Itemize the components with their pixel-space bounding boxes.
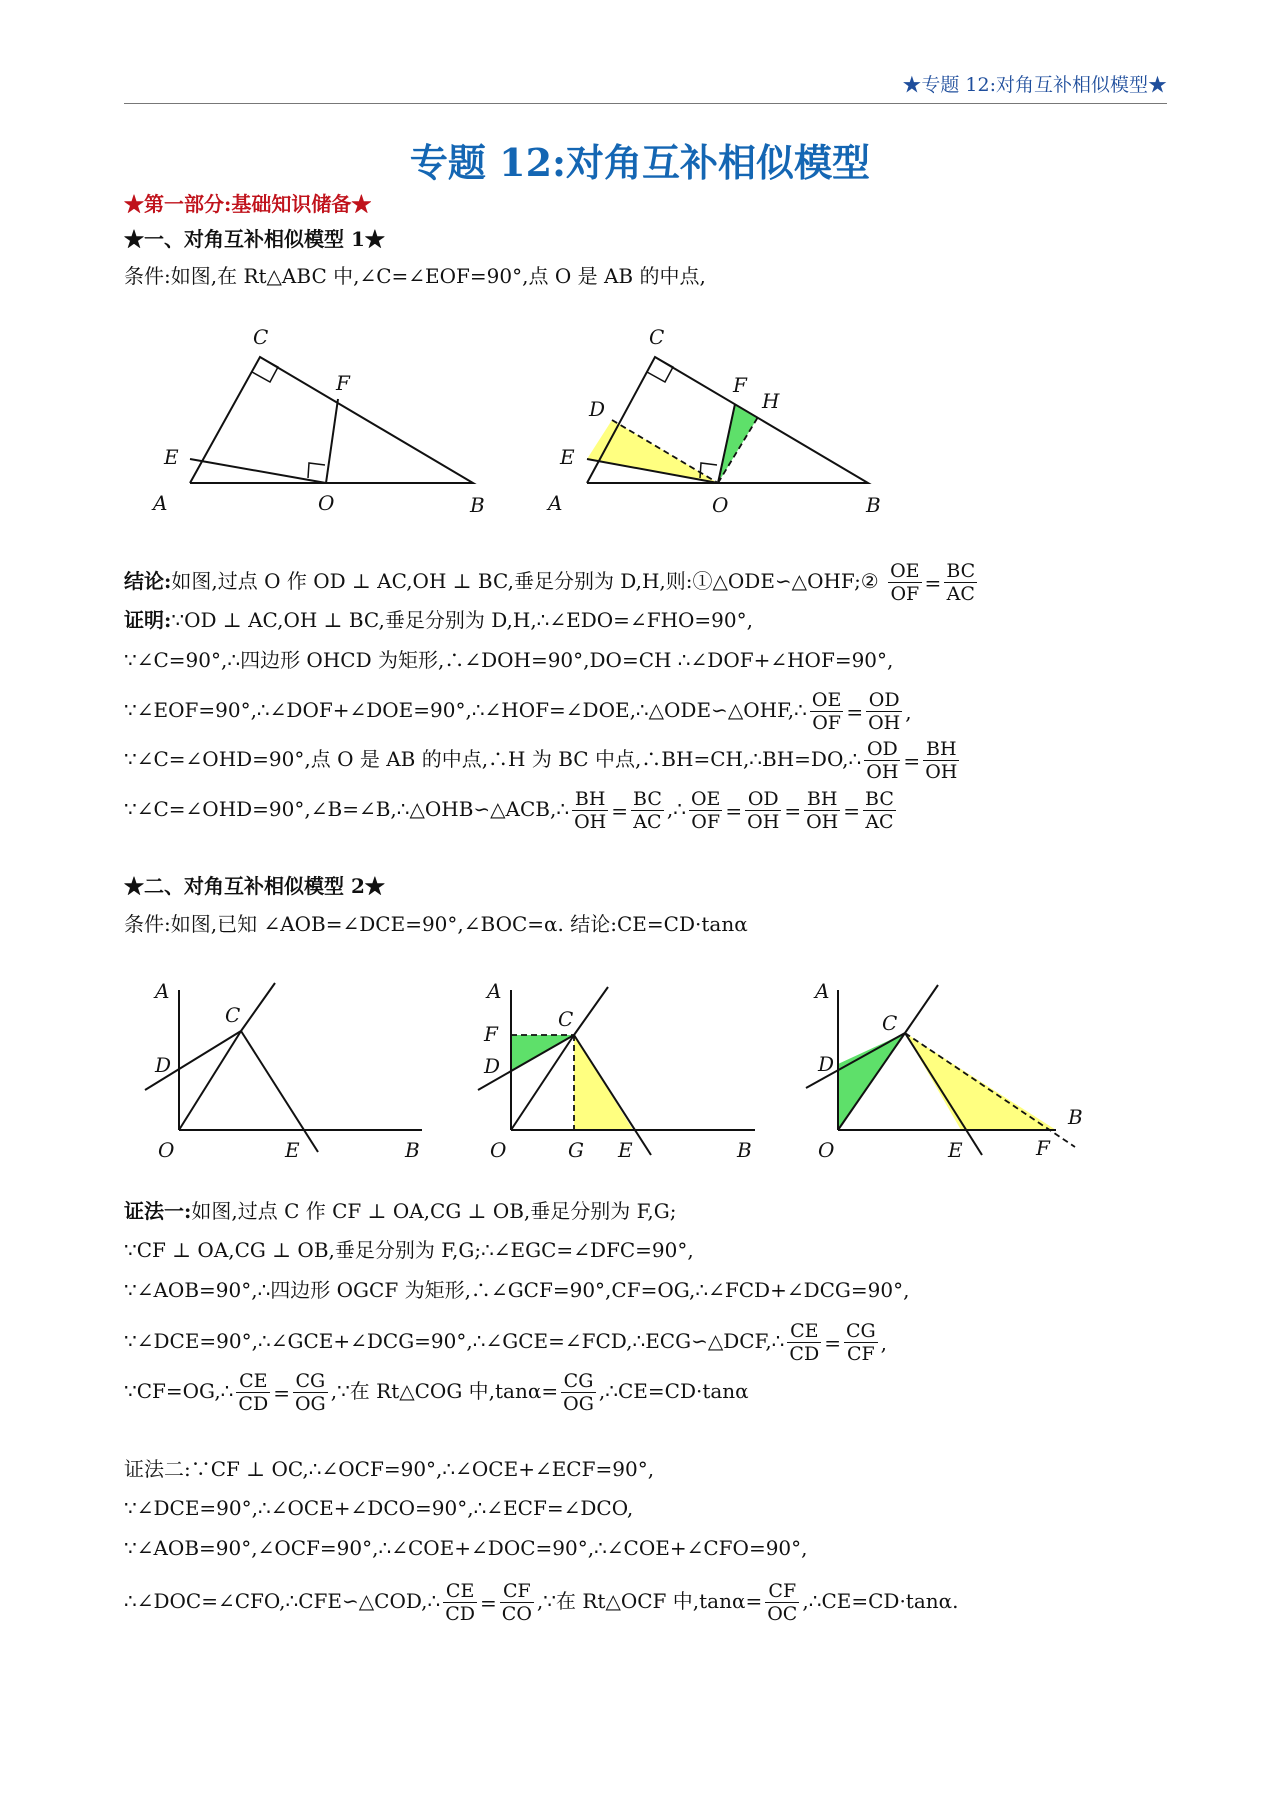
fig2-label-d: D (589, 397, 606, 421)
fraction-oe-of: $\frac{OE}{OF}$ (811, 689, 842, 734)
fig1-label-c: C (253, 325, 269, 349)
proof-line-2: ∵∠C=90°,∴四边形 OHCD 为矩形,∴∠DOH=90°,DO=CH ∴∠DOF+∠HOF=90°, (124, 648, 894, 672)
fig2-label-o: O (712, 493, 729, 517)
fig3-label-e: E (285, 1138, 300, 1160)
fig4-label-g: G (568, 1138, 584, 1160)
fig4-label-b: B (737, 1138, 752, 1160)
proof-label: 证明: (124, 608, 172, 632)
model2-condition: 条件:如图,已知 ∠AOB=∠DCE=90°,∠BOC=α. 结论:CE=CD·tanα (124, 912, 748, 936)
fraction-oe-of: $\frac{OE}{OF}$ (890, 560, 920, 605)
fig1-label-a: A (153, 491, 168, 515)
fraction-cg-og: $\frac{CG}{OG}$ (294, 1370, 326, 1415)
fraction-od-oh: $\frac{OD}{OH}$ (866, 738, 899, 783)
method1-line-2: ∵CF ⊥ OA,CG ⊥ OB,垂足分别为 F,G;∴∠EGC=∠DFC=90°, (124, 1238, 694, 1262)
model2-figure-2 (475, 970, 765, 1160)
fig3-label-c: C (225, 1003, 241, 1027)
method2-line-1: 证法二:∵CF ⊥ OC,∴∠OCF=90°,∴∠OCE+∠ECF=90°, (124, 1457, 655, 1481)
fraction-bh-oh: $\frac{BH}{OH}$ (925, 738, 958, 783)
fraction-cf-oc: $\frac{CF}{OC}$ (767, 1580, 798, 1625)
fig5-label-a: A (815, 979, 830, 1003)
fraction-cf-co: $\frac{CF}{CO}$ (501, 1580, 532, 1625)
fraction-bh-oh: $\frac{BH}{OH}$ (574, 788, 607, 833)
model1-condition: 条件:如图,在 Rt△ABC 中,∠C=∠EOF=90°,点 O 是 AB 的中点, (124, 264, 706, 288)
model1-figure-1 (150, 320, 490, 520)
fig1-label-b: B (470, 493, 485, 517)
method2-line-4: ∴∠DOC=∠CFO,∴CFE∽△COD,∴ $\frac{CE}{CD}$ = $\frac{CF}{CO}$ ,∵在 Rt△OCF 中,tanα= $\frac{CF}{OC}$ ,∴CE=CD·tanα. (124, 1580, 959, 1625)
fraction-ce-cd: $\frac{CE}{CD}$ (445, 1580, 476, 1625)
fig1-label-e: E (164, 445, 179, 469)
fraction-od-oh: $\frac{OD}{OH}$ (747, 788, 780, 833)
fraction-ce-cd: $\frac{CE}{CD}$ (238, 1370, 269, 1415)
method1-line-5: ∵CF=OG,∴ $\frac{CE}{CD}$ = $\frac{CG}{OG}$ ,∵在 Rt△COG 中,tanα= $\frac{CG}{OG}$ ,∴CE=CD·tanα (124, 1370, 749, 1415)
fraction-bh-oh: $\frac{BH}{OH}$ (806, 788, 839, 833)
fig2-label-f: F (733, 373, 747, 397)
fig4-label-f: F (484, 1022, 498, 1046)
fraction-bc-ac: $\frac{BC}{AC}$ (946, 560, 976, 605)
fig2-label-c: C (649, 325, 665, 349)
header-rule (124, 103, 1167, 104)
method2-line-2: ∵∠DCE=90°,∴∠OCE+∠DCO=90°,∴∠ECF=∠DCO, (124, 1496, 634, 1520)
page-title: 专题 12:对角互补相似模型 (409, 140, 871, 185)
fig1-label-f: F (336, 371, 350, 395)
fig4-label-e: E (618, 1138, 633, 1160)
fig5-label-f: F (1036, 1136, 1050, 1160)
fraction-bc-ac: $\frac{BC}{AC}$ (633, 788, 662, 833)
model1-figure-2 (545, 320, 895, 520)
model1-title: ★一、对角互补相似模型 1★ (124, 227, 385, 251)
fraction-oe-of: $\frac{OE}{OF}$ (690, 788, 721, 833)
fraction-cg-cf: $\frac{CG}{CF}$ (845, 1320, 876, 1365)
fig3-label-o: O (158, 1138, 175, 1160)
fig2-label-e: E (560, 445, 575, 469)
model2-figure-1 (140, 970, 430, 1160)
fig3-label-a: A (155, 979, 170, 1003)
fig3-label-d: D (155, 1053, 172, 1077)
fig5-label-e: E (948, 1138, 963, 1160)
conclusion-text: 如图,过点 O 作 OD ⊥ AC,OH ⊥ BC,垂足分别为 D,H,则:①△ODE∽△OHF;② (171, 569, 879, 593)
fig5-label-b: B (1068, 1105, 1083, 1129)
fig3-label-b: B (405, 1138, 420, 1160)
fraction-bc-ac: $\frac{BC}{AC}$ (865, 788, 894, 833)
fraction-cg-og: $\frac{CG}{OG}$ (563, 1370, 594, 1415)
fig2-label-a: A (548, 491, 563, 515)
fig4-label-a: A (487, 979, 502, 1003)
running-head: ★专题 12:对角互补相似模型★ (902, 74, 1167, 96)
method1-line-3: ∵∠AOB=90°,∴四边形 OGCF 为矩形,∴∠GCF=90°,CF=OG,∴∠FCD+∠DCG=90°, (124, 1278, 910, 1302)
proof-line-1: 证明:∵OD ⊥ AC,OH ⊥ BC,垂足分别为 D,H,∴∠EDO=∠FHO=90°, (124, 608, 753, 632)
fig2-label-h: H (762, 389, 780, 413)
fig4-label-o: O (490, 1138, 507, 1160)
fraction-ce-cd: $\frac{CE}{CD}$ (789, 1320, 820, 1365)
method1-line-1: 证法一:如图,过点 C 作 CF ⊥ OA,CG ⊥ OB,垂足分别为 F,G; (124, 1199, 677, 1223)
proof-line-5: ∵∠C=∠OHD=90°,∠B=∠B,∴△OHB∽△ACB,∴ $\frac{BH}{OH}$ = $\frac{BC}{AC}$ ,∴ $\frac{OE}{OF}$ = $\frac{OD}{OH}$ = $\frac{BH}{OH}$ = $\frac{BC}{AC}$ (124, 788, 894, 833)
method1-line-4: ∵∠DCE=90°,∴∠GCE+∠DCG=90°,∴∠GCE=∠FCD,∴ECG∽△DCF,∴ $\frac{CE}{CD}$ = $\frac{CG}{CF}$ , (124, 1320, 888, 1365)
model2-figure-3 (800, 970, 1100, 1160)
fig5-label-c: C (882, 1011, 898, 1035)
part-heading: ★第一部分:基础知识储备★ (124, 192, 372, 216)
fig5-label-o: O (818, 1138, 835, 1160)
fig5-label-d: D (818, 1052, 835, 1076)
fig2-label-b: B (866, 493, 881, 517)
fraction-od-oh: $\frac{OD}{OH}$ (868, 689, 901, 734)
method2-line-3: ∵∠AOB=90°,∠OCF=90°,∴∠COE+∠DOC=90°,∴∠COE+∠CFO=90°, (124, 1536, 808, 1560)
method1-label: 证法一: (124, 1199, 192, 1223)
proof-line-3: ∵∠EOF=90°,∴∠DOF+∠DOE=90°,∴∠HOF=∠DOE,∴△ODE∽△OHF,∴ $\frac{OE}{OF}$ = $\frac{OD}{OH}$ , (124, 689, 912, 734)
model2-title: ★二、对角互补相似模型 2★ (124, 874, 385, 898)
fig4-label-c: C (558, 1007, 574, 1031)
fig1-label-o: O (318, 491, 335, 515)
model1-conclusion: 结论:如图,过点 O 作 OD ⊥ AC,OH ⊥ BC,垂足分别为 D,H,则:①△ODE∽△OHF;② $\frac{OE}{OF}$ = $\frac{BC}{AC}$ (124, 560, 976, 605)
proof-line-4: ∵∠C=∠OHD=90°,点 O 是 AB 的中点,∴H 为 BC 中点,∴BH=CH,∴BH=DO,∴ $\frac{OD}{OH}$ = $\frac{BH}{OH}$ (124, 738, 958, 783)
conclusion-label: 结论: (124, 569, 172, 593)
fig4-label-d: D (484, 1054, 501, 1078)
